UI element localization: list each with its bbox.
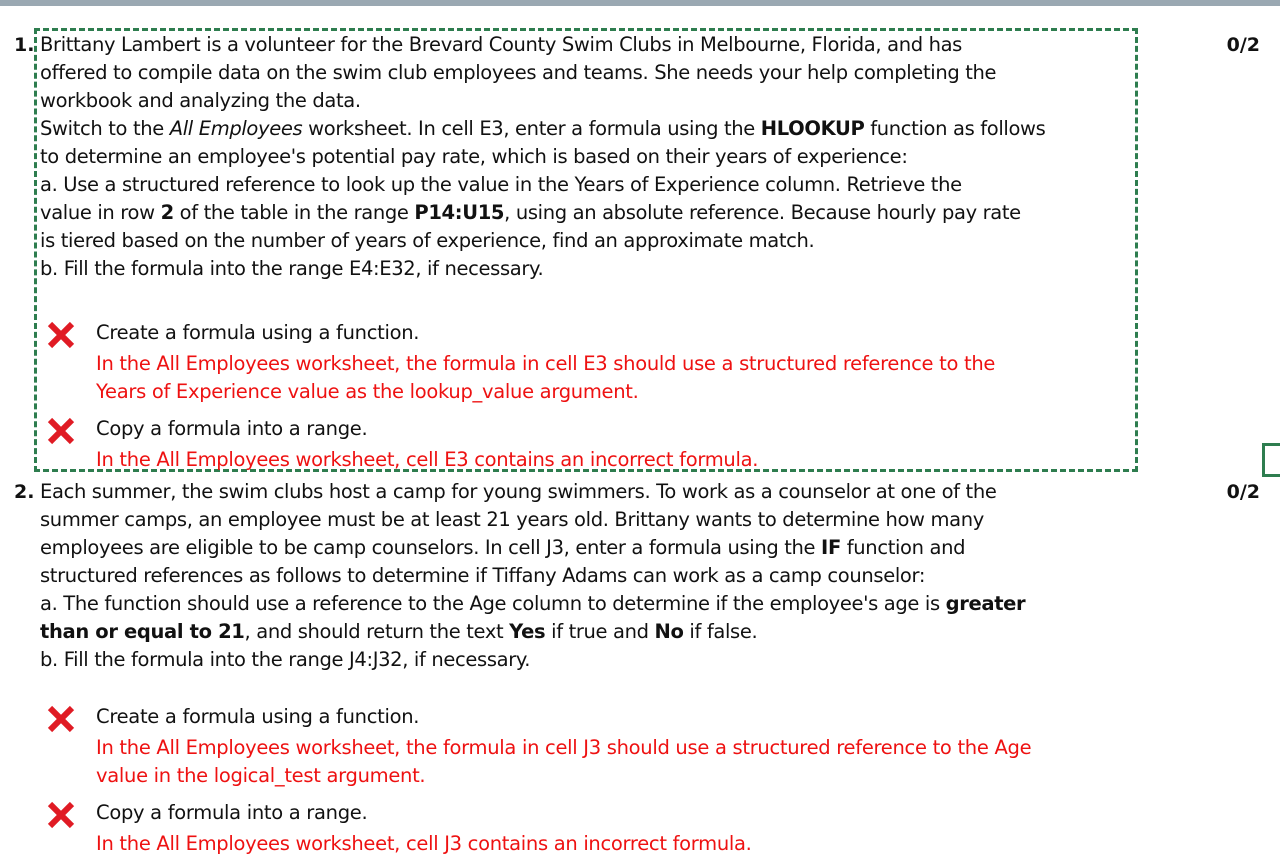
x-mark-icon [44, 702, 78, 736]
feedback-line: In the All Employees worksheet, the formula in cell J3 should use a structured reference to the Age [96, 736, 1032, 759]
question-2-score: 0/2 [1226, 481, 1260, 503]
q1-text-fragment: , using an absolute reference. Because hourly pay rate [504, 201, 1021, 224]
q2-line: b. Fill the formula into the range J4:J32, if necessary. [40, 648, 531, 671]
q2-check-2-feedback [96, 830, 752, 858]
feedback-line: Years of Experience value as the lookup_value argument. [96, 380, 639, 403]
q2-text-fragment: if false. [683, 620, 758, 643]
question-1-number: 1. [14, 34, 35, 56]
q2-line [40, 590, 1025, 618]
bold-text: No [654, 620, 684, 643]
check-label: Create a formula using a function. [96, 321, 420, 344]
question-2-text [40, 478, 1025, 674]
q1-text-fragment: of the table in the range [173, 201, 415, 224]
worksheet-name: All Employees [169, 117, 303, 140]
function-name: HLOOKUP [760, 117, 865, 140]
q1-check-1-feedback [96, 350, 995, 406]
feedback-line: In the All Employees worksheet, cell E3 contains an incorrect formula. [96, 448, 759, 471]
q1-line [40, 199, 1045, 227]
q1-line: a. Use a structured reference to look up the value in the Years of Experience column. Retrieve the [40, 173, 962, 196]
q1-text-fragment: value in row [40, 201, 161, 224]
feedback-line: In the All Employees worksheet, the formula in cell E3 should use a structured reference to the [96, 352, 996, 375]
x-mark-icon [44, 798, 78, 832]
question-2-number: 2. [14, 481, 35, 503]
q2-text-fragment: a. The function should use a reference to the Age column to determine if the employee's age is [40, 592, 946, 615]
q2-line: structured references as follows to determine if Tiffany Adams can work as a camp counselor: [40, 564, 926, 587]
x-mark-icon [44, 414, 78, 448]
q1-line: Brittany Lambert is a volunteer for the Brevard County Swim Clubs in Melbourne, Florida, and has [40, 33, 962, 56]
bold-text: than or equal to 21 [40, 620, 245, 643]
bold-text: Yes [509, 620, 546, 643]
function-name: IF [821, 536, 841, 559]
check-label: Copy a formula into a range. [96, 801, 368, 824]
q1-text-fragment: worksheet. In cell E3, enter a formula using the [302, 117, 761, 140]
q2-text-fragment: , and should return the text [244, 620, 510, 643]
q2-check-1-feedback [96, 734, 1031, 790]
q1-line [40, 115, 1045, 143]
q1-text-fragment: function as follows [864, 117, 1046, 140]
bold-value: 2 [160, 201, 174, 224]
bold-range: P14:U15 [414, 201, 505, 224]
q2-line [40, 534, 1025, 562]
top-bar [0, 0, 1280, 6]
bold-text: greater [945, 592, 1026, 615]
q1-text-fragment: Switch to the [40, 117, 170, 140]
q1-check-2-feedback [96, 446, 758, 474]
q2-line [40, 618, 1025, 646]
feedback-line: In the All Employees worksheet, cell J3 contains an incorrect formula. [96, 832, 752, 855]
check-label: Copy a formula into a range. [96, 417, 368, 440]
q1-line: is tiered based on the number of years of experience, find an approximate match. [40, 229, 815, 252]
q2-text-fragment: if true and [545, 620, 655, 643]
x-mark-icon [44, 318, 78, 352]
q1-line: workbook and analyzing the data. [40, 89, 361, 112]
side-panel-handle[interactable] [1262, 443, 1280, 477]
q2-line: summer camps, an employee must be at least 21 years old. Brittany wants to determine how many [40, 508, 984, 531]
feedback-line: value in the logical_test argument. [96, 764, 426, 787]
check-label: Create a formula using a function. [96, 705, 420, 728]
q2-text-fragment: employees are eligible to be camp counselors. In cell J3, enter a formula using the [40, 536, 822, 559]
q1-line: offered to compile data on the swim club employees and teams. She needs your help completing the [40, 61, 997, 84]
question-1-text [40, 31, 1045, 283]
q1-line: b. Fill the formula into the range E4:E32, if necessary. [40, 257, 544, 280]
q2-line: Each summer, the swim clubs host a camp for young swimmers. To work as a counselor at one of the [40, 480, 997, 503]
q2-text-fragment: function and [840, 536, 966, 559]
q1-line: to determine an employee's potential pay rate, which is based on their years of experience: [40, 145, 908, 168]
question-1-score: 0/2 [1226, 34, 1260, 56]
